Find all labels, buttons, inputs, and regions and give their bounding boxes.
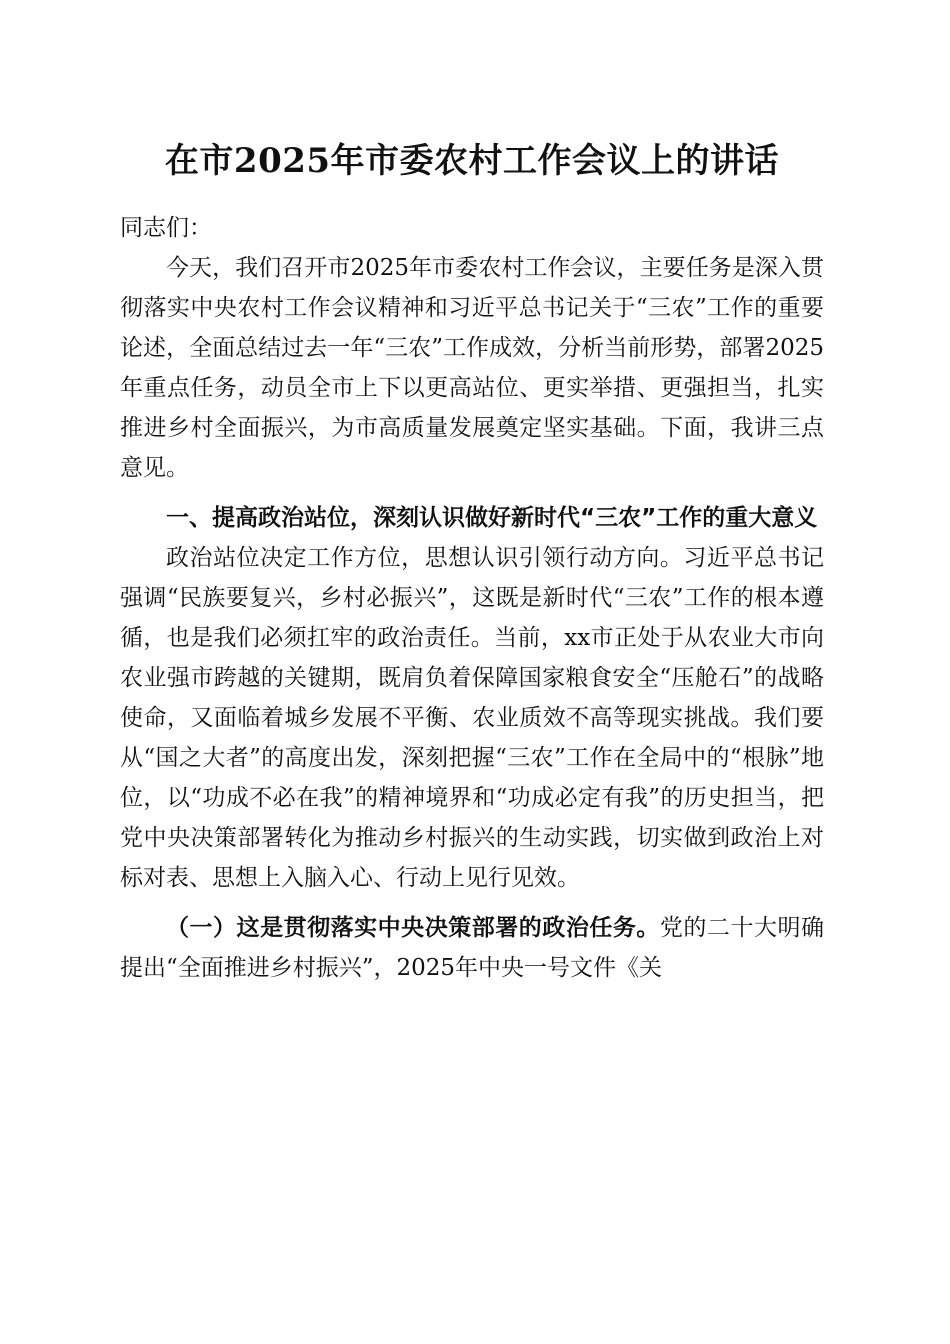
subsection-lead: （一）这是贯彻落实中央决策部署的政治任务。 — [166, 914, 660, 941]
salutation: 同志们： — [120, 215, 212, 241]
subsection-paragraph — [120, 908, 824, 988]
intro-paragraph: 今天，我们召开市2025年市委农村工作会议，主要任务是深入贯彻落实中央农村工作会议精神和习近平总书记关于“三农”工作的重要论述，全面总结过去一年“三农”工作成效，分析当前形势，部署2025年重点任务，动员全市上下以更高站位、更实举措、更强担当，扎实推进乡村全面振兴，为市高质量发展奠定坚实基础。下面，我讲三点意见。 — [120, 255, 824, 481]
subsection-text: 党的二十大明确提出“全面推进乡村振兴”，2025年中央一号文件《关 — [120, 915, 825, 981]
document-title: 在市2025年市委农村工作会议上的讲话 — [164, 141, 780, 181]
section-heading: 一、提高政治站位，深刻认识做好新时代“三农”工作的重大意义 — [166, 505, 818, 531]
section-paragraph: 政治站位决定工作方位，思想认识引领行动方向。习近平总书记强调“民族要复兴，乡村必振兴”，这既是新时代“三农”工作的根本遵循，也是我们必须扛牢的政治责任。当前，xx市正处于从农业大市向农业强市跨越的关键期，既肩负着保障国家粮食安全“压舱石”的战略使命，又面临着城乡发展不平衡、农业质效不高等现实挑战。我们要从“国之大者”的高度出发，深刻把握“三农”工作在全局中的“根脉”地位，以“功成不必在我”的精神境界和“功成必定有我”的历史担当，把党中央决策部署转化为推动乡村振兴的生动实践，切实做到政治上对标对表、思想上入脑入心、行动上见行见效。 — [120, 545, 824, 891]
document-body — [120, 208, 824, 988]
